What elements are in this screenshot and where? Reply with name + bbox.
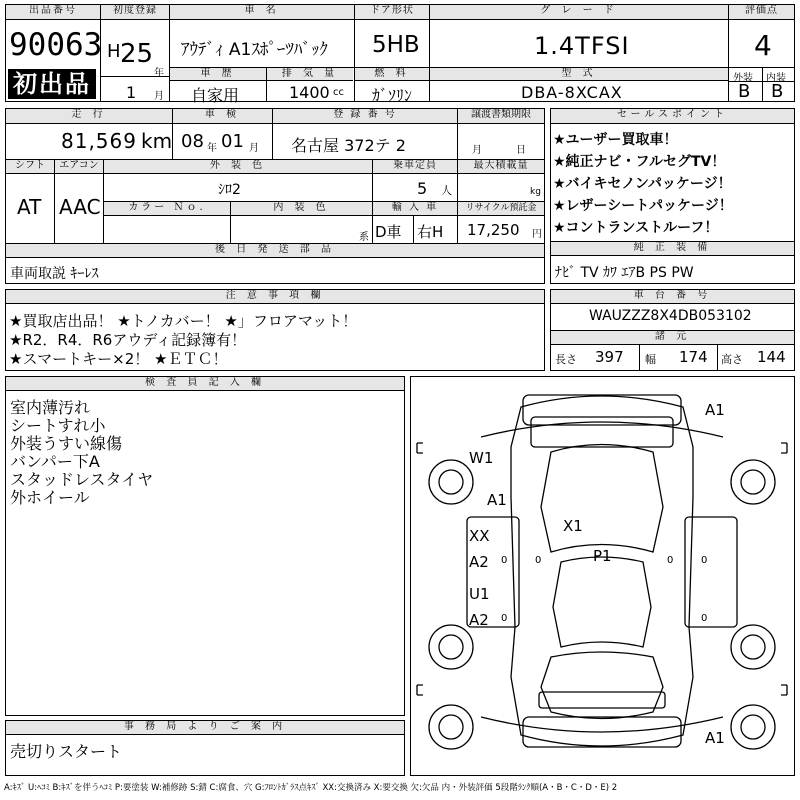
history-label: 車 歴: [170, 68, 266, 81]
length: 397: [595, 348, 624, 366]
mileage: 81,569: [61, 129, 137, 153]
note-line: ★R2．R4．R6アウディ記録簿有！: [9, 331, 247, 349]
ext-score: B: [738, 81, 751, 102]
genuine-equipment-label: 純 正 装 備: [551, 242, 794, 256]
office-block: [5, 720, 405, 776]
notes-block: [5, 289, 545, 371]
aircon: AAC: [59, 195, 101, 219]
office-label: 事 務 局 よ り ご 案 内: [6, 721, 404, 735]
notes-label: 注 意 事 項 欄: [6, 290, 544, 304]
width-label: 幅: [645, 353, 656, 366]
model-label: 型 式: [430, 68, 728, 81]
chassis-block: [550, 289, 795, 371]
sales-point: ★バイキセノンパッケージ！: [553, 176, 732, 192]
capacity-unit: 人: [441, 184, 452, 197]
inspector-block: [5, 376, 405, 716]
exterior-color: ｼﾛ2: [218, 182, 241, 198]
office-message: 売切りスタート: [10, 742, 123, 761]
steering-side: 右H: [417, 223, 444, 241]
displacement-unit: cc: [333, 87, 344, 98]
shift: AT: [17, 195, 42, 219]
int-score-label: 内装: [766, 73, 786, 84]
parts-later: 車両取説 ｷｰﾚｽ: [10, 266, 99, 282]
color-no-label: カラー Ｎｏ.: [104, 202, 230, 216]
transfer-month-unit: 月: [472, 145, 482, 156]
diagram-zero: 0: [701, 613, 708, 624]
height: 144: [757, 348, 786, 366]
diagram-zero: 0: [501, 613, 508, 624]
top-block: [5, 4, 795, 105]
model-code: DBA-8XCAX: [521, 83, 623, 102]
year-unit: 年: [154, 68, 164, 79]
score-label: 評価点: [729, 5, 794, 20]
first-reg-label: 初度登録: [101, 5, 169, 20]
inspection-year-unit: 年: [207, 143, 217, 154]
length-label: 長さ: [555, 353, 577, 366]
width: 174: [679, 348, 708, 366]
inspector-line: 外ホイール: [10, 488, 90, 507]
history: 自家用: [191, 86, 240, 105]
damage-mark: A1: [487, 491, 507, 509]
first-listing-badge: 初出品: [8, 69, 96, 99]
era: H: [107, 41, 121, 62]
damage-mark: A1: [705, 401, 725, 419]
exterior-color-label: 外 装 色: [104, 160, 372, 174]
transfer-label: 譲渡書類期限: [458, 109, 544, 124]
genuine-equipment: ﾅﾋﾞ TV ｶﾜ ｴｱB PS PW: [555, 265, 694, 281]
overall-score: 4: [754, 29, 772, 62]
car-name: ｱｳﾃﾞｨ A1ｽﾎﾟｰﾂﾊﾞｯｸ: [181, 40, 328, 60]
diagram-zero: 0: [501, 555, 508, 566]
interior-color-suffix: 系: [359, 232, 369, 243]
chassis-label: 車 台 番 号: [551, 290, 794, 304]
fuel: ｶﾞｿﾘﾝ: [372, 86, 413, 105]
inspector-line: 室内薄汚れ: [10, 398, 91, 417]
transfer-day-unit: 日: [516, 145, 526, 156]
note-line: ★スマートキー×2！ ★ＥＴＣ！: [9, 350, 228, 368]
damage-mark: A2: [469, 553, 489, 571]
inspection-month: 01: [221, 131, 244, 152]
inspection-year: 08: [181, 131, 204, 152]
damage-mark: P1: [593, 547, 612, 565]
door-label: ドア形状: [355, 5, 429, 20]
import-type: D車: [375, 223, 402, 241]
dims-label: 諸 元: [551, 331, 794, 345]
reg-year: 25: [120, 39, 154, 69]
inspector-label: 検 査 員 記 入 欄: [6, 377, 404, 391]
damage-mark: W1: [469, 449, 494, 467]
recycle-unit: 円: [532, 229, 542, 240]
month-unit: 月: [154, 91, 164, 102]
registration-number: 名古屋 372テ 2: [291, 136, 406, 155]
note-line: ★買取店出品！ ★トノカバー！ ★」フロアマット！: [9, 312, 358, 330]
damage-mark: A2: [469, 611, 489, 629]
registration-label: 登 録 番 号: [273, 109, 457, 124]
chassis-number: WAUZZZ8X4DB053102: [589, 308, 752, 324]
sales-point: ★ユーザー買取車！: [553, 132, 678, 148]
damage-mark: XX: [469, 527, 490, 545]
fuel-label: 燃 料: [355, 68, 429, 81]
sales-points: [550, 108, 795, 284]
door-type: 5HB: [372, 32, 420, 58]
lot-label: 出品番号: [6, 5, 100, 20]
inspector-line: 外装うすい線傷: [10, 434, 123, 453]
car-name-label: 車 名: [170, 5, 354, 20]
displacement-label: 排 気 量: [267, 68, 353, 81]
grade-label: グ レ ー ド: [430, 5, 728, 20]
reg-month: 1: [126, 83, 137, 102]
diagram-zero: 0: [667, 555, 674, 566]
inspector-line: スタッドレスタイヤ: [10, 470, 154, 489]
damage-mark: X1: [563, 517, 583, 535]
capacity-label: 乗車定員: [373, 160, 457, 174]
sales-points-label: セールスポイント: [551, 109, 794, 124]
recycle-fee: 17,250: [467, 221, 520, 239]
legend: A:ｷｽﾞ U:ﾍｺﾐ B:ｷｽﾞを伴うﾍｺﾐ P:要塗装 W:補修跡 S:錆 C:腐食、穴 G:ﾌﾛﾝﾄｶﾞﾗｽ点ｷｽﾞ XX:交換済み X:要交換 欠:欠品 内・外装評価 5段階ﾗﾝｸ順(A・B・C・D・E) 2: [4, 783, 618, 793]
aircon-label: エアコン: [55, 160, 103, 174]
import-label: 輸 入 車: [373, 202, 457, 216]
load-label: 最大積載量: [458, 160, 544, 174]
detail-block: [5, 108, 545, 284]
lot-number: 90063: [9, 27, 103, 63]
shift-label: シフト: [6, 160, 54, 174]
diagram-zero: 0: [701, 555, 708, 566]
diagram-zero: 0: [535, 555, 542, 566]
sales-point: ★コントランストルーフ！: [553, 220, 719, 236]
displacement: 1400: [289, 83, 330, 102]
car-diagram: [410, 376, 795, 776]
capacity: 5: [417, 179, 428, 198]
grade: 1.4TFSI: [534, 32, 630, 60]
damage-mark: U1: [469, 585, 490, 603]
recycle-label: リサイクル預託金: [458, 202, 544, 216]
car-outline: [411, 377, 794, 775]
height-label: 高さ: [721, 353, 743, 366]
mileage-unit: km: [141, 129, 173, 153]
sales-point: ★純正ナビ・フルセグTV！: [553, 154, 726, 170]
inspection-label: 車 検: [173, 109, 272, 124]
interior-color-label: 内 装 色: [231, 202, 372, 216]
damage-mark: A1: [705, 729, 725, 747]
inspector-line: バンパー下A: [10, 452, 100, 471]
sales-point: ★レザーシートパッケージ！: [553, 198, 733, 214]
mileage-label: 走 行: [6, 109, 172, 124]
inspection-month-unit: 月: [249, 143, 259, 154]
int-score: B: [771, 81, 784, 102]
ext-score-label: 外装: [733, 73, 753, 84]
parts-later-label: 後 日 発 送 部 品: [6, 244, 544, 258]
load-unit: kg: [530, 187, 541, 197]
inspector-line: シートすれ小: [10, 416, 106, 435]
